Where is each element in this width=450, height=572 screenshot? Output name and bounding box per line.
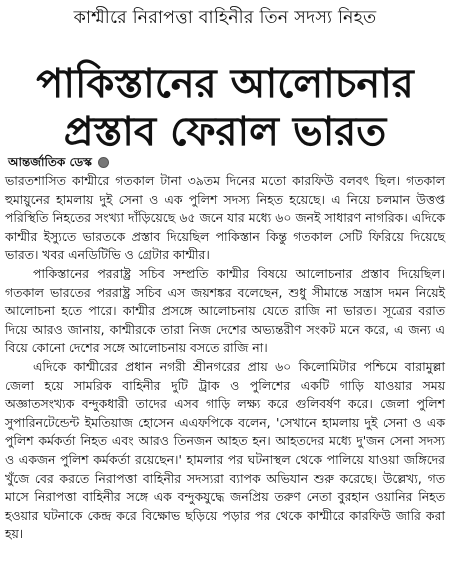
headline-line-1: পাকিস্তানের আলোচনার bbox=[36, 61, 414, 107]
kicker-headline: কাশ্মীরে নিরাপত্তা বাহিনীর তিন সদস্য নিহত bbox=[73, 8, 377, 28]
byline-label: আন্তর্জাতিক ডেস্ক bbox=[8, 155, 92, 169]
main-headline bbox=[0, 60, 450, 156]
article-body bbox=[5, 172, 445, 544]
paragraph-2: পাকিস্তানের পররাষ্ট্র সচিব সম্প্রতি কাশ্মীর বিষয়ে আলোচনার প্রস্তাব দিয়েছিল। গতকাল ভারতের পররাষ্ট্র সচিব এস জয়শঙ্কর বলেছেন, শুধু সীমান্তে সন্ত্রাস দমন নিয়েই আলোচনা হতে পারে। কাশ্মীর প্রসঙ্গে আলোচনায় যেতে রাজি না ভারত। সূত্রের বরাত দিয়ে আরও জানায়, কাশ্মীরকে তারা নিজ দেশের অভ্যন্তরীণ সংকট মনে করে, এ জন্য এ বিয়ে কোনো দেশের সঙ্গে আলোচনায় বসতে রাজি না। bbox=[5, 265, 445, 356]
paragraph-1: ভারতশাসিত কাশ্মীরে গতকাল টানা ৩৯তম দিনের মতো কারফিউ বলবৎ ছিল। গতকাল হুমায়ুনের হামলায় দুই সেনা ও এক পুলিশ সদস্য নিহত হয়েছে। এ নিয়ে চলমান উত্তপ্ত পরিস্থিতি নিহতের সংখ্যা দাঁড়িয়েছে ৬৫ জনে যার মধ্যে ৬০ জনই সাধারণ নাগরিক। এদিকে কাশ্মীর ইস্যুতে ভারতকে প্রস্তাব দিয়েছিল পাকিস্তান কিন্তু গতকাল সেটি ফিরিয়ে দিয়েছে ভারত। খবর এনডিটিভি ও গ্রেটার কাশ্মীর। bbox=[5, 173, 445, 263]
paragraph-3: এদিকে কাশ্মীরের প্রধান নগরী শ্রীনগরের প্রায় ৬০ কিলোমিটার পশ্চিমে বারামুল্লা জেলা হয়ে সামরিক বাহিনীর দুটি ট্রাক ও পুলিশের একটি গাড়ি যাওয়ার সময় অজ্ঞাতসংখ্যক বন্দুকধারী তাদের এসব গাড়ি লক্ষ্য করে গুলিবর্ষণ করে। জেলা পুলিশ সুপারিনটেন্ডেন্ট ইমতিয়াজ হোসেন এএফপিকে বলেন, 'সেখানে হামলায় দুই সেনা ও এক পুলিশ কর্মকর্তা নিহত এবং আরও তিনজন আহত হন। আহতদের মধ্যে দু'জন সেনা সদস্য ও একজন পুলিশ কর্মকর্তা রয়েছেন।' হামলার পর ঘটনাস্থল থেকে পালিয়ে যাওয়া জঙ্গিদের খুঁজে বের করতে নিরাপত্তা বাহিনীর সদস্যরা ব্যাপক অভিযান শুরু করেছে। উল্লেখ্য, গত মাসে নিরাপত্তা বাহিনীর সঙ্গে এক বন্দুকযুদ্ধে জনপ্রিয় তরুণ নেতা বুরহান ওয়ানির নিহত হওয়ার ঘটনাকে কেন্দ্র করে বিক্ষোভ ছড়িয়ে পড়ার পর থেকে কাশ্মীরে কারফিউ জারি করা হয়। bbox=[5, 358, 445, 542]
byline bbox=[8, 154, 109, 170]
headline-line-2: প্রস্তাব ফেরাল ভারত bbox=[63, 109, 387, 155]
bullet-dot-icon bbox=[98, 157, 109, 168]
